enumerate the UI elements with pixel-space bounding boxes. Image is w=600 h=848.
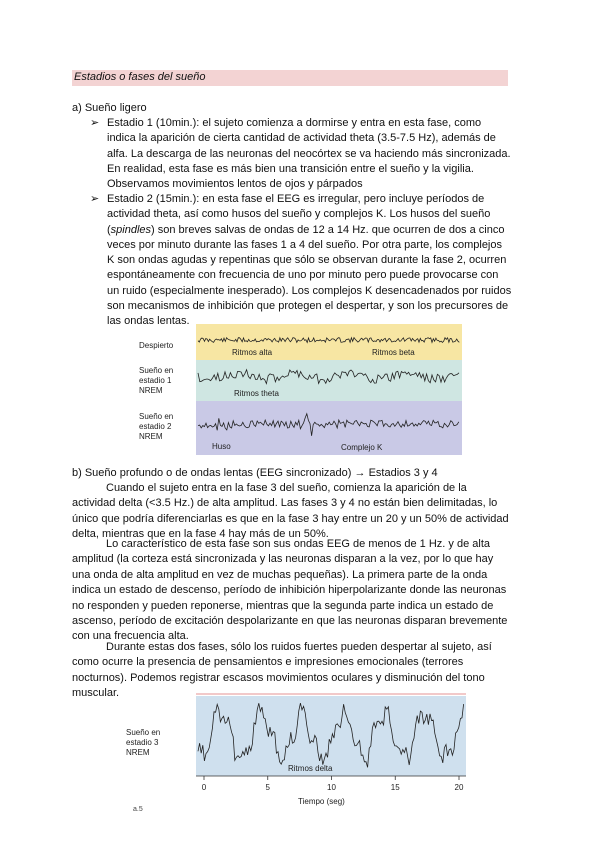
x-tick-label: 10 xyxy=(327,783,336,792)
x-axis-ticks xyxy=(202,776,464,792)
x-tick-label: 20 xyxy=(454,783,464,792)
stage1-text: Estadio 1 (10min.): el sujeto comienza a dormirse y entra en esta fase, como indica la aparición de cierta cantidad de actividad theta (3.5-7.5 Hz), además de alfa. La descarga de las neuronas del neocórtex se va haciendo más sincronizada. En realidad, esta fase es más bien una transición entre el sueño y la vigilia. Observamos movimientos lentos de ojos y párpados xyxy=(107,117,511,191)
bullet-arrow-icon: ➢ xyxy=(90,193,100,205)
light-sleep-heading: a) Sueño ligero xyxy=(72,102,147,114)
label-spindle: Huso xyxy=(212,442,231,451)
row-label-stage3: Sueño en estadio 3 NREM xyxy=(126,728,161,757)
row-label-awake: Despierto xyxy=(139,341,174,350)
section-title: Estadios o fases del sueño xyxy=(74,71,206,83)
stage2-text xyxy=(107,192,512,330)
stage2-text-b: ) son breves salvas de ondas de 12 a 14 Hz. que ocurren de dos a cinco veces por minuto durante las fases 1 a 4 del sueño. Por otra parte, los complejos K son ondas agudas y repentinas que sólo se observan durante la fase 2, ocurren espontáneamente con frecuencia de uno por minuto pero puede provocarse con un ruido (especialmente inesperado). Los complejos K desencadenados por ruidos son mecanismos de inhibición que protegen el despertar, y son los precursores de las ondas lentas. xyxy=(107,223,512,328)
x-tick-label: 15 xyxy=(390,783,400,792)
deep-sleep-paragraph-3: Durante estas dos fases, sólo los ruidos fuertes pueden despertar al sujeto, así como ocurre la presencia de pensamientos e impresiones emocionales (terrores nocturnos). Podemos registrar escasos movimientos oculares y disminución del tono muscular. xyxy=(72,641,492,700)
stage2-spindles-term: spindles xyxy=(110,223,152,236)
deep-sleep-heading: b) Sueño profundo o de ondas lentas (EEG sincronizado) → Estadios 3 y 4 xyxy=(72,467,438,479)
label-theta-rhythm: Ritmos theta xyxy=(234,389,279,398)
deep-sleep-paragraph-2: Lo característico de esta fase son sus ondas EEG de menos de 1 Hz. y de alta amplitud (la corteza está sincronizada y las neuronas disparan a la vez, por lo que hay una onda de alta amplitud en vez de muchas pequeñas). La primera parte de la onda indica un estado de descenso, período de inhibición hiperpolarizante donde las neuronas no responden y pueden reponerse, mientras que la segunda parte indica un estado de ascenso, período de excitación despolarizante en que las neuronas disparan brevemente con una frecuencia alta. xyxy=(72,538,508,643)
x-tick-label: 0 xyxy=(201,783,207,792)
eeg-figure-delta xyxy=(190,690,480,810)
x-axis-label: Tiempo (seg) xyxy=(298,797,345,806)
label-delta-rhythm: Ritmos delta xyxy=(288,764,333,773)
label-k-complex: Complejo K xyxy=(341,443,383,452)
x-tick-label: 5 xyxy=(265,783,270,792)
bullet-arrow-icon: ➢ xyxy=(90,117,100,129)
figure-caption-fragment: a.5 xyxy=(133,806,143,813)
label-alpha-rhythm: Ritmos alta xyxy=(232,348,273,357)
eeg-figure-light-sleep xyxy=(196,324,462,455)
label-beta-rhythm: Ritmos beta xyxy=(372,348,415,357)
stage2-text-a: Estadio 2 (15min.): en esta fase el EEG es irregular, pero incluye períodos de actividad theta, así como husos del sueño y complejos K. Los husos del sueño ( xyxy=(107,193,491,236)
stage2-band xyxy=(196,401,462,455)
row-label-stage1: Sueño en estadio 1 NREM xyxy=(139,366,174,395)
row-label-stage2: Sueño en estadio 2 NREM xyxy=(139,412,174,441)
deep-sleep-paragraph-1: Cuando el sujeto entra en la fase 3 del sueño, comienza la aparición de la actividad delta (<3.5 Hz.) de alta amplitud. Las fases 3 y 4 no están bien delimitadas, lo único que podría diferenciarlas es que en la fase 3 hay entre un 20 y un 50% de actividad delta, mientras que en la fase 4 hay más de un 50%. xyxy=(72,482,509,541)
